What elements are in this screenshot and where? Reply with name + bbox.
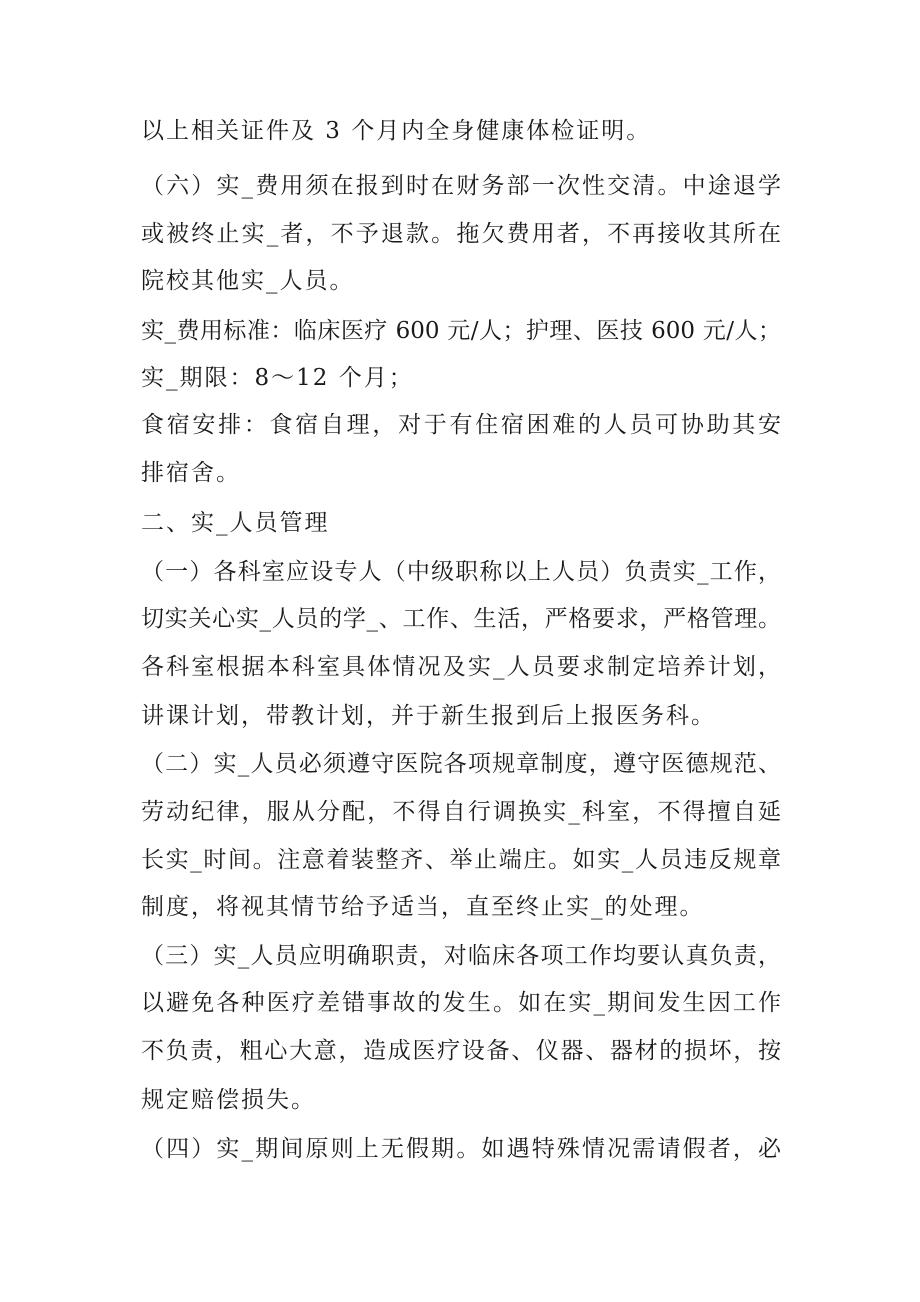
text-line: 制度，将视其情节给予适当，直至终止实_的处理。 xyxy=(141,894,705,920)
text-line: 实_费用标准：临床医疗 600 元/人；护理、医技 600 元/人； xyxy=(141,318,781,344)
text-line: （六）实_费用须在报到时在财务部一次性交清。中途退学 xyxy=(141,173,781,199)
text-line: 以避免各种医疗差错事故的发生。如在实_期间发生因工作 xyxy=(141,990,781,1016)
text-line: 不负责，粗心大意，造成医疗设备、仪器、器材的损坏，按 xyxy=(141,1038,781,1064)
text-line: 排宿舍。 xyxy=(141,460,241,486)
text-line: 食宿安排：食宿自理，对于有住宿困难的人员可协助其安 xyxy=(141,412,781,438)
text-line: （四）实_期间原则上无假期。如遇特殊情况需请假者，必 xyxy=(141,1136,781,1162)
text-line: 以上相关证件及 3 个月内全身健康体检证明。 xyxy=(141,118,652,144)
text-line: （二）实_人员必须遵守医院各项规章制度，遵守医德规范、 xyxy=(141,751,781,777)
text-line: 切实关心实_人员的学_、工作、生活，严格要求，严格管理。 xyxy=(141,606,781,632)
text-line: （一）各科室应设专人（中级职称以上人员）负责实_工作， xyxy=(141,559,781,585)
text-line: 劳动纪律，服从分配，不得自行调换实_科室，不得擅自延 xyxy=(141,799,781,825)
text-line: （三）实_人员应明确职责，对临床各项工作均要认真负责， xyxy=(141,943,781,969)
text-line: 或被终止实_者，不予退款。拖欠费用者，不再接收其所在 xyxy=(141,221,781,247)
text-line: 实_期限：8～12 个月； xyxy=(141,365,414,391)
text-line: 各科室根据本科室具体情况及实_人员要求制定培养计划， xyxy=(141,654,781,680)
section-heading: 二、实_人员管理 xyxy=(141,510,330,536)
text-line: 长实_时间。注意着装整齐、举止端庄。如实_人员违反规章 xyxy=(141,847,781,873)
text-line: 规定赔偿损失。 xyxy=(141,1087,316,1113)
text-line: 院校其他实_人员。 xyxy=(141,268,355,294)
text-line: 讲课计划，带教计划，并于新生报到后上报医务科。 xyxy=(141,703,716,729)
